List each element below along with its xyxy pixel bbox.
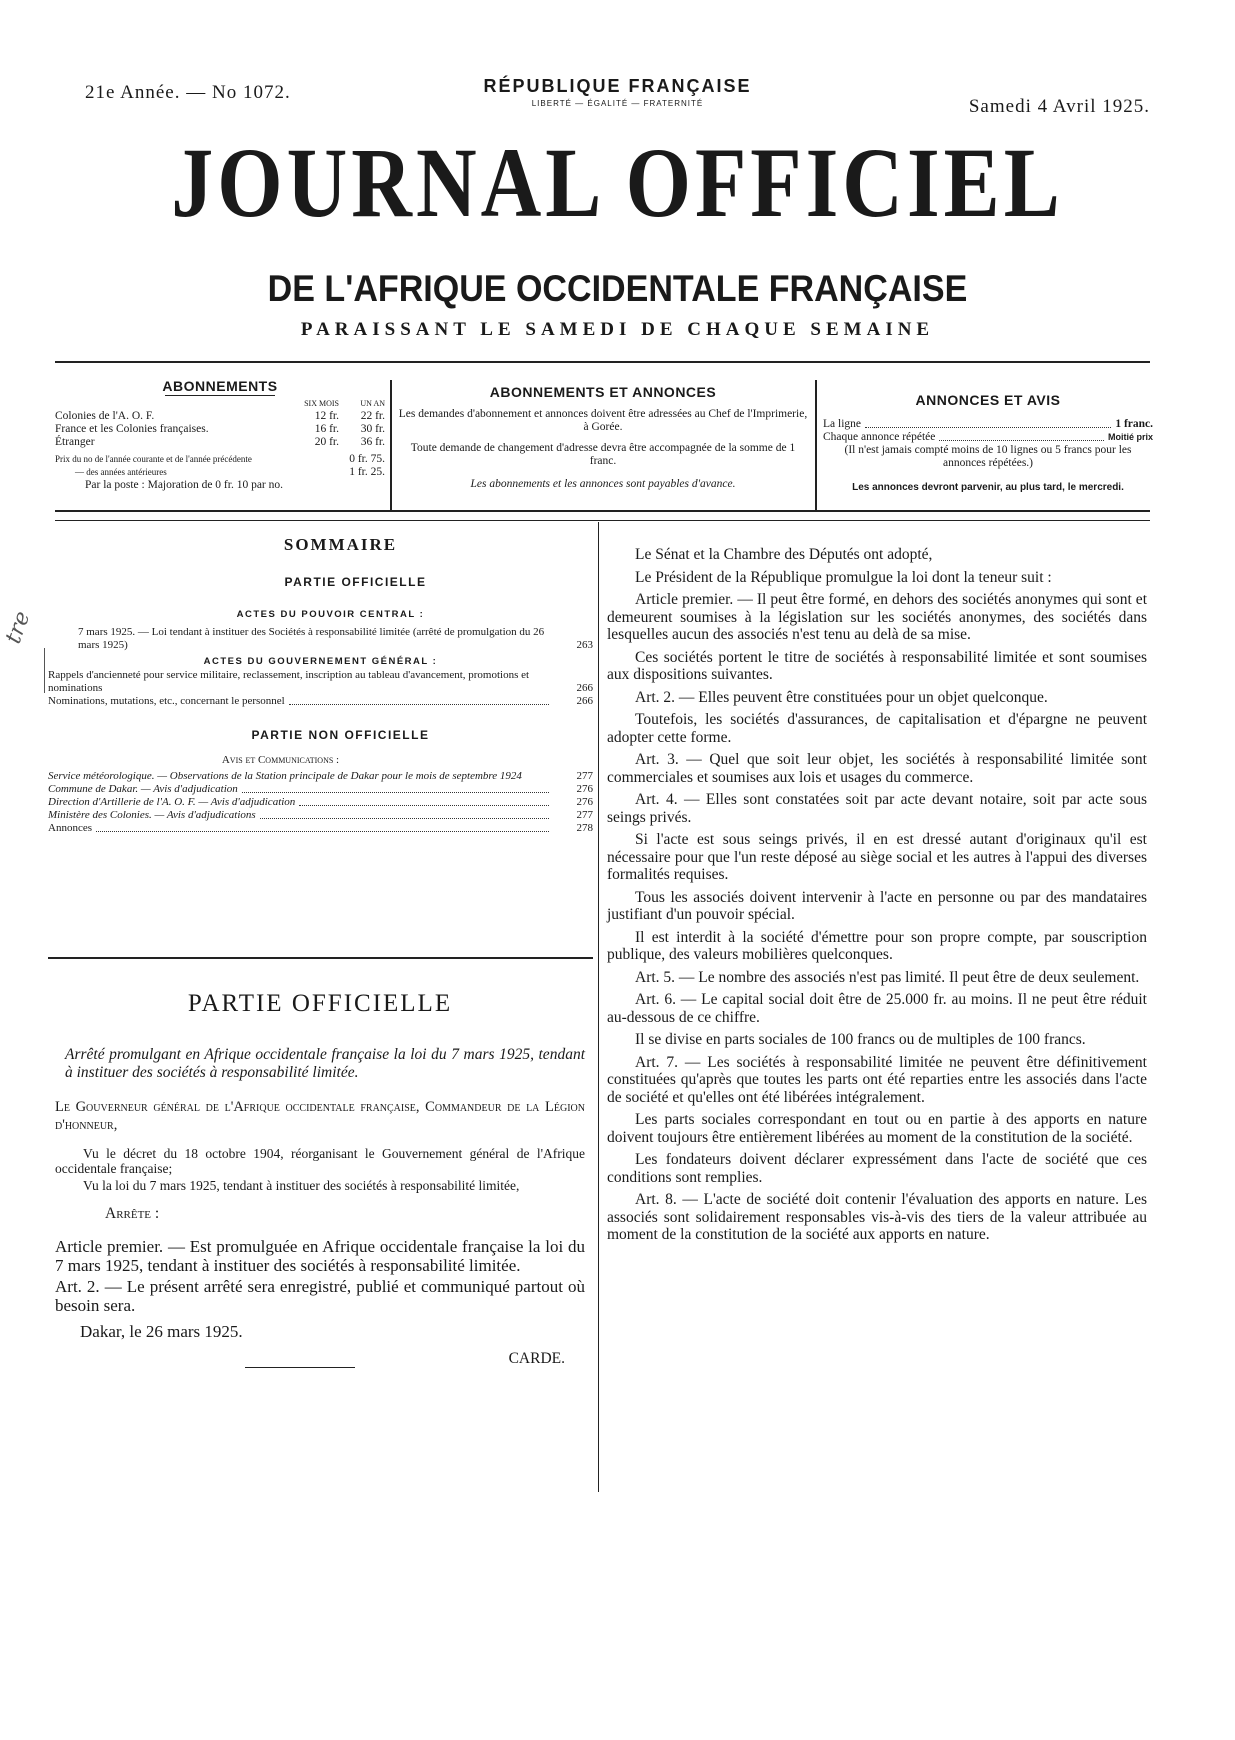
repetee-value: Moitié prix bbox=[1107, 432, 1153, 442]
column-divider bbox=[598, 522, 599, 1492]
abonnement-row bbox=[55, 436, 385, 449]
loi-text bbox=[607, 546, 1147, 1249]
loi-paragraph: Art. 2. — Elles peuvent être constituées pour un objet quelconque. bbox=[635, 688, 1048, 706]
toc-page: 277 bbox=[576, 809, 593, 821]
devise: LIBERTÉ — ÉGALITÉ — FRATERNITÉ bbox=[531, 99, 704, 108]
toc-entry[interactable] bbox=[48, 626, 593, 652]
repetee-row bbox=[823, 431, 1153, 444]
sommaire-partie-officielle: PARTIE OFFICIELLE bbox=[284, 575, 427, 589]
prix-row bbox=[55, 453, 385, 466]
row-an: 36 fr. bbox=[360, 436, 385, 448]
toc-text: Ministère des Colonies. — Avis d'adjudications bbox=[48, 809, 256, 821]
abonnement-row bbox=[55, 423, 385, 436]
row-label: Étranger bbox=[55, 436, 95, 448]
arrete-article-2: Art. 2. — Le présent arrêté sera enregistré, publié et communiqué partout où besoin sera. bbox=[55, 1276, 585, 1315]
toc-page: 263 bbox=[576, 639, 593, 651]
loi-paragraph: Article premier. — Il peut être formé, en dehors des sociétés anonymes qui sont et demeurent soumises à la législation sur les sociétés anonymes, des sociétés dans lesquelles aucun des associés n'est tenu au delà de sa mise. bbox=[607, 591, 1147, 643]
avis-heading: Avis et Communications : bbox=[221, 754, 340, 766]
gouverneur-line: Le Gouverneur général de l'Afrique occidentale française, Commandeur de la Légion d'honneur, bbox=[55, 1099, 585, 1133]
row-six: 12 fr. bbox=[314, 410, 339, 422]
toc-text: Annonces bbox=[48, 822, 92, 834]
sommaire-end-rule bbox=[48, 957, 593, 959]
box-divider-1 bbox=[390, 380, 392, 510]
toc-page: 276 bbox=[576, 783, 593, 795]
vu-loi: Vu la loi du 7 mars 1925, tendant à instituer des sociétés à responsabilité limitée, bbox=[83, 1178, 520, 1193]
arrete-article-1: Article premier. — Est promulguée en Afrique occidentale française la loi du 7 mars 1925, tendant à instituer des sociétés à responsabilité limitée. bbox=[55, 1236, 585, 1275]
loi-paragraph: Tous les associés doivent intervenir à l'acte en personne ou par des mandataires justifiant d'un pouvoir spécial. bbox=[607, 888, 1147, 923]
top-rule bbox=[55, 361, 1150, 363]
loi-paragraph: Le Sénat et la Chambre des Députés ont adopté, bbox=[635, 546, 933, 563]
abonnements-annonces-box bbox=[398, 384, 808, 491]
vu-decret: Vu le décret du 18 octobre 1904, réorganisant le Gouvernement général de l'Afrique occidentale française; bbox=[55, 1146, 585, 1176]
title-underline bbox=[165, 395, 275, 396]
republique-title: RÉPUBLIQUE FRANÇAISE bbox=[483, 76, 752, 96]
toc-entry[interactable] bbox=[48, 770, 593, 783]
row-an: 22 fr. bbox=[360, 410, 385, 422]
toc-page: 278 bbox=[576, 822, 593, 834]
abonnements-box bbox=[55, 378, 385, 492]
poste-note: Par la poste : Majoration de 0 fr. 10 par no. bbox=[85, 479, 284, 491]
toc-text: Direction d'Artillerie de l'A. O. F. — Avis d'adjudication bbox=[48, 796, 296, 808]
journal-subtitle: DE L'AFRIQUE OCCIDENTALE FRANÇAISE bbox=[267, 268, 968, 309]
sommaire-partie-non-officielle: PARTIE NON OFFICIELLE bbox=[251, 728, 430, 742]
issue-date: Samedi 4 Avril 1925. bbox=[968, 96, 1150, 117]
ligne-label: La ligne bbox=[823, 418, 861, 430]
payable-text: Les abonnements et les annonces sont payables d'avance. bbox=[470, 478, 736, 490]
ligne-row bbox=[823, 418, 1153, 431]
col-un-an: UN AN bbox=[360, 399, 385, 408]
loi-paragraph: Le Président de la République promulgue la loi dont la teneur suit : bbox=[635, 568, 1052, 586]
toc-text: Commune de Dakar. — Avis d'adjudication bbox=[48, 783, 238, 795]
toc-page: 266 bbox=[576, 695, 593, 707]
section-rule bbox=[55, 520, 1150, 521]
loi-paragraph: Art. 8. — L'acte de société doit contenir l'évaluation des apports en nature. Les associés sont solidairement responsables vis-à-vis des tiers de la valeur attribuée au moment de la constitution de la société aux apports en nature. bbox=[607, 1191, 1147, 1243]
anterieures-value: 1 fr. 25. bbox=[349, 466, 385, 478]
row-six: 20 fr. bbox=[314, 436, 339, 448]
sommaire-block bbox=[48, 535, 593, 835]
toc-page: 277 bbox=[576, 770, 593, 782]
row-label: Colonies de l'A. O. F. bbox=[55, 410, 155, 422]
anterieures-label: — des années antérieures bbox=[75, 467, 167, 477]
loi-paragraph: Art. 4. — Elles sont constatées soit par acte devant notaire, soit par acte sous seings privés. bbox=[607, 791, 1147, 826]
loi-paragraph: Il est interdit à la société d'émettre pour son propre compte, par souscription publique, des valeurs mobilières quelconques. bbox=[607, 928, 1147, 963]
abonnements-annonces-title: ABONNEMENTS ET ANNONCES bbox=[489, 384, 717, 400]
actes-general-heading: ACTES DU GOUVERNEMENT GÉNÉRAL : bbox=[203, 656, 438, 667]
changement-text: Toute demande de changement d'adresse devra être accompagnée de la somme de 1 franc. bbox=[410, 442, 796, 467]
abonnements-header-row bbox=[55, 397, 385, 410]
toc-text: Nominations, mutations, etc., concernant le personnel bbox=[48, 695, 285, 707]
prix-value: 0 fr. 75. bbox=[349, 453, 385, 465]
loi-paragraph: Ces sociétés portent le titre de sociétés à responsabilité limitée et sont soumises aux dispositions suivantes. bbox=[607, 648, 1147, 683]
toc-text: Service météorologique. — Observations de la Station principale de Dakar pour le mois de septembre 1924 bbox=[48, 770, 522, 782]
loi-paragraph: Art. 3. — Quel que soit leur objet, les sociétés à responsabilité limitée sont commerciales et soumises aux lois et usages du commerce. bbox=[607, 751, 1147, 786]
delai-text: Les annonces devront parvenir, au plus tard, le mercredi. bbox=[852, 482, 1124, 493]
annonces-avis-title: ANNONCES ET AVIS bbox=[915, 392, 1061, 408]
partie-officielle-title: PARTIE OFFICIELLE bbox=[187, 990, 453, 1017]
loi-paragraph: Art. 6. — Le capital social doit être de 25.000 fr. au moins. Il ne peut être réduit au-dessous de ce chiffre. bbox=[607, 991, 1147, 1026]
toc-text: 7 mars 1925. — Loi tendant à instituer des Sociétés à responsabilité limitée (arrêté de promulgation du 26 mars 1925) bbox=[78, 626, 545, 651]
repetee-label: Chaque annonce répétée bbox=[823, 431, 936, 443]
ligne-value: 1 franc. bbox=[1115, 418, 1153, 430]
periodicite: PARAISSANT LE SAMEDI DE CHAQUE SEMAINE bbox=[300, 319, 935, 340]
anterieures-row bbox=[55, 466, 385, 479]
toc-entry[interactable] bbox=[48, 796, 593, 809]
signature-row bbox=[55, 1350, 585, 1368]
signature-line bbox=[245, 1367, 355, 1368]
actes-central-heading: ACTES DU POUVOIR CENTRAL : bbox=[236, 609, 425, 620]
loi-paragraph: Les parts sociales correspondant en tout ou en partie à des apports en nature doivent toujours être entièrement libérées au moment de la constitution de la société. bbox=[607, 1111, 1147, 1146]
loi-paragraph: Toutefois, les sociétés d'assurances, de capitalisation et d'épargne ne peuvent adopter cette forme. bbox=[607, 711, 1147, 746]
sommaire-title: SOMMAIRE bbox=[283, 535, 398, 554]
toc-entry[interactable] bbox=[48, 809, 593, 822]
abonnements-title: ABONNEMENTS bbox=[162, 378, 278, 394]
row-six: 16 fr. bbox=[314, 423, 339, 435]
annonces-avis-box bbox=[823, 392, 1153, 493]
bottom-rule bbox=[55, 510, 1150, 512]
arrete-title: Arrêté promulgant en Afrique occidentale française la loi du 7 mars 1925, tendant à instituer des sociétés à responsabilité limitée. bbox=[65, 1046, 585, 1081]
annonces-note: (Il n'est jamais compté moins de 10 lignes ou 5 francs pour les annonces répétées.) bbox=[844, 444, 1132, 469]
arrete-word: Arrête : bbox=[105, 1205, 160, 1222]
col-six-mois: SIX MOIS bbox=[304, 399, 339, 408]
box-divider-2 bbox=[815, 380, 817, 510]
adresse-text: Les demandes d'abonnement et annonces doivent être adressées au Chef de l'Imprimerie, à Gorée. bbox=[398, 408, 808, 433]
signature: CARDE. bbox=[508, 1350, 565, 1367]
margin-bracket bbox=[44, 648, 45, 693]
loi-paragraph: Les fondateurs doivent déclarer expressément dans l'acte de société que ces conditions sont remplies. bbox=[607, 1151, 1147, 1186]
row-an: 30 fr. bbox=[360, 423, 385, 435]
prix-label: Prix du no de l'année courante et de l'année précédente bbox=[55, 454, 252, 464]
toc-text: Rappels d'ancienneté pour service militaire, reclassement, inscription au tableau d'avancement, promotions et nominations bbox=[48, 669, 530, 694]
loi-paragraph: Il se divise en parts sociales de 100 francs ou de multiples de 100 francs. bbox=[635, 1031, 1086, 1048]
partie-officielle-block bbox=[55, 990, 585, 1368]
toc-entry[interactable] bbox=[48, 822, 593, 835]
toc-entry[interactable] bbox=[48, 695, 593, 708]
journal-title: JOURNAL OFFICIEL bbox=[171, 128, 1064, 239]
row-label: France et les Colonies françaises. bbox=[55, 423, 209, 435]
toc-page: 266 bbox=[576, 682, 593, 694]
loi-paragraph: Art. 5. — Le nombre des associés n'est pas limité. Il peut être de deux seulement. bbox=[635, 968, 1140, 986]
toc-page: 276 bbox=[576, 796, 593, 808]
handwritten-mark: tre bbox=[0, 608, 36, 647]
loi-paragraph: Si l'acte est sous seings privés, il en est dressé autant d'originaux qu'il est nécessaire pour que l'un reste déposé au siège social et les autres à l'appui des diverses formalités requises. bbox=[607, 831, 1147, 883]
toc-entry[interactable] bbox=[48, 669, 593, 695]
lieu-date: Dakar, le 26 mars 1925. bbox=[80, 1321, 243, 1341]
issue-number: 21e Année. — No 1072. bbox=[85, 82, 291, 103]
abonnement-row bbox=[55, 410, 385, 423]
loi-paragraph: Art. 7. — Les sociétés à responsabilité limitée ne peuvent être définitivement constituées qu'après que toutes les parts ont été reparties entre les associés dans l'acte de société et qu'elles ont été libérées intégralement. bbox=[607, 1053, 1147, 1106]
toc-entry[interactable] bbox=[48, 783, 593, 796]
